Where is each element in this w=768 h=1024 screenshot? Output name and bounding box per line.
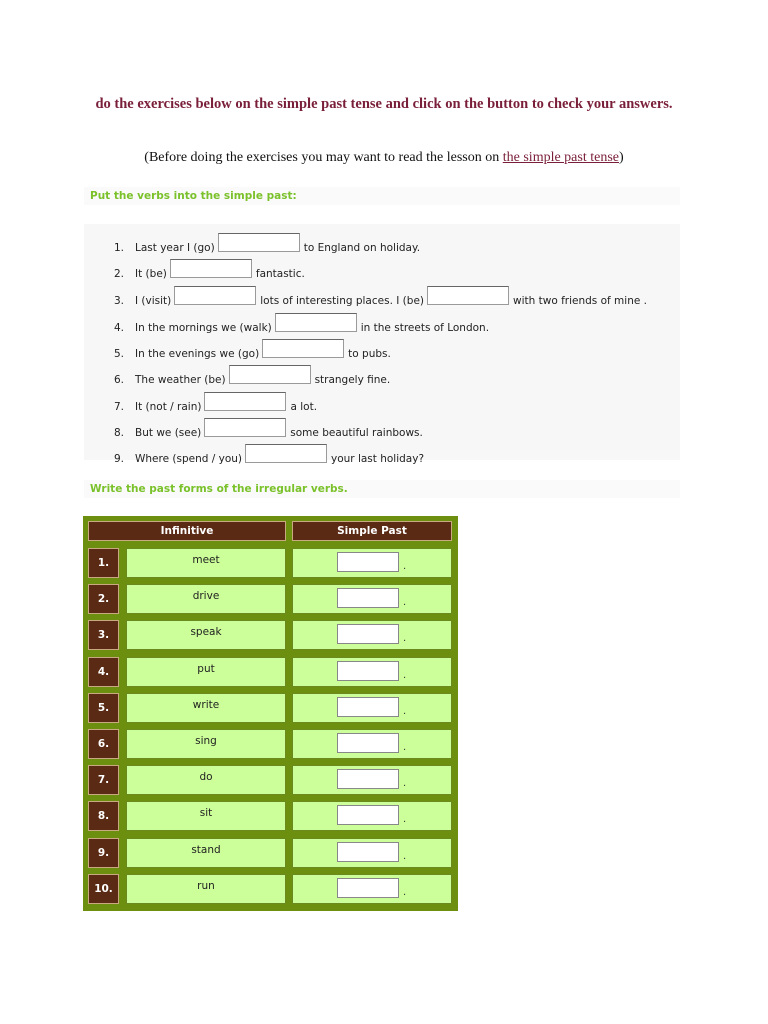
trailing-period: . — [403, 705, 407, 717]
answer-input[interactable] — [262, 339, 344, 358]
item-text: in the streets of London. — [360, 322, 490, 334]
item-number: 9. — [113, 453, 124, 465]
item-number: 3. — [113, 295, 124, 307]
trailing-period: . — [403, 669, 407, 681]
item-text: The weather (be) — [135, 374, 226, 386]
header-infinitive: Infinitive — [88, 521, 286, 541]
row-number: 9. — [88, 838, 119, 868]
section1-title: Put the verbs into the simple past: — [84, 187, 680, 205]
item-text: your last holiday? — [331, 453, 425, 465]
infinitive-cell: speak — [126, 620, 286, 650]
item-number: 2. — [113, 268, 124, 280]
answer-input[interactable] — [218, 233, 300, 252]
answer-input[interactable] — [170, 259, 252, 278]
item-text: I (visit) — [135, 295, 172, 307]
simple-past-input[interactable] — [337, 697, 399, 717]
item-text: In the evenings we (go) — [135, 348, 260, 360]
simple-past-cell — [292, 801, 452, 831]
item-text: Last year I (go) — [135, 242, 215, 254]
item-text: It (be) — [135, 268, 167, 280]
trailing-period: . — [403, 778, 407, 790]
trailing-period: . — [403, 561, 407, 572]
infinitive-cell: sing — [126, 729, 286, 759]
item-text: In the mornings we (walk) — [135, 322, 272, 334]
simple-past-input[interactable] — [337, 805, 399, 825]
item-number: 8. — [113, 427, 124, 439]
item-number: 4. — [113, 322, 124, 334]
item-number: 5. — [113, 348, 124, 360]
item-text: some beautiful rainbows. — [290, 427, 423, 439]
header-simple-past: Simple Past — [292, 521, 452, 541]
row-number: 8. — [88, 801, 119, 831]
infinitive-cell: sit — [126, 801, 286, 831]
item-text: Where (spend / you) — [135, 453, 242, 465]
simple-past-input[interactable] — [337, 588, 399, 608]
intro-suffix: ) — [619, 150, 624, 165]
row-number: 10. — [88, 874, 119, 904]
row-number: 6. — [88, 729, 119, 759]
item-text: lots of interesting places. I (be) — [260, 295, 424, 307]
infinitive-cell: drive — [126, 584, 286, 614]
simple-past-input[interactable] — [337, 733, 399, 753]
trailing-period: . — [403, 742, 407, 753]
answer-input[interactable] — [204, 418, 286, 437]
simple-past-cell — [292, 657, 452, 687]
infinitive-cell: stand — [126, 838, 286, 868]
answer-input[interactable] — [427, 286, 509, 305]
simple-past-cell — [292, 874, 452, 904]
infinitive-cell: write — [126, 693, 286, 723]
row-number: 7. — [88, 765, 119, 795]
simple-past-cell — [292, 548, 452, 578]
trailing-period: . — [403, 850, 407, 862]
infinitive-cell: meet — [126, 548, 286, 578]
simple-past-input[interactable] — [337, 624, 399, 644]
simple-past-input[interactable] — [337, 842, 399, 862]
answer-input[interactable] — [204, 392, 286, 411]
simple-past-cell — [292, 693, 452, 723]
row-number: 5. — [88, 693, 119, 723]
item-text: to England on holiday. — [303, 242, 421, 254]
simple-past-cell — [292, 584, 452, 614]
item-text: strangely fine. — [314, 374, 391, 386]
lesson-link[interactable]: the simple past tense — [502, 150, 620, 165]
simple-past-input[interactable] — [337, 661, 399, 681]
item-text: It (not / rain) — [135, 401, 202, 413]
item-number: 6. — [113, 374, 124, 386]
row-number: 4. — [88, 657, 119, 687]
simple-past-cell — [292, 620, 452, 650]
item-text: with two friends of mine . — [513, 295, 647, 307]
simple-past-input[interactable] — [337, 878, 399, 898]
simple-past-input[interactable] — [337, 769, 399, 789]
trailing-period: . — [403, 814, 407, 826]
item-number: 7. — [113, 401, 124, 413]
trailing-period: . — [403, 886, 407, 898]
row-number: 3. — [88, 620, 119, 650]
item-text: But we (see) — [135, 427, 202, 439]
row-number: 2. — [88, 584, 119, 614]
infinitive-cell: put — [126, 657, 286, 687]
row-number: 1. — [88, 548, 119, 578]
page-heading: do the exercises below on the simple past tense and click on the button to check your answers. — [95, 96, 673, 112]
simple-past-cell — [292, 729, 452, 759]
trailing-period: . — [403, 633, 407, 645]
verbs-table — [83, 516, 458, 911]
item-text: to pubs. — [348, 348, 391, 360]
simple-past-input[interactable] — [337, 552, 399, 572]
item-number: 1. — [113, 242, 124, 254]
answer-input[interactable] — [245, 444, 327, 463]
section2-title: Write the past forms of the irregular verbs. — [84, 480, 680, 498]
infinitive-cell: do — [126, 765, 286, 795]
trailing-period: . — [403, 597, 407, 609]
item-text: a lot. — [290, 401, 318, 413]
infinitive-cell: run — [126, 874, 286, 904]
answer-input[interactable] — [275, 313, 357, 332]
answer-input[interactable] — [229, 365, 311, 384]
intro-text — [84, 150, 684, 166]
simple-past-cell — [292, 838, 452, 868]
item-text: fantastic. — [255, 268, 305, 280]
answer-input[interactable] — [174, 286, 256, 305]
intro-prefix: (Before doing the exercises you may want to read the lesson on — [144, 150, 503, 165]
simple-past-cell — [292, 765, 452, 795]
